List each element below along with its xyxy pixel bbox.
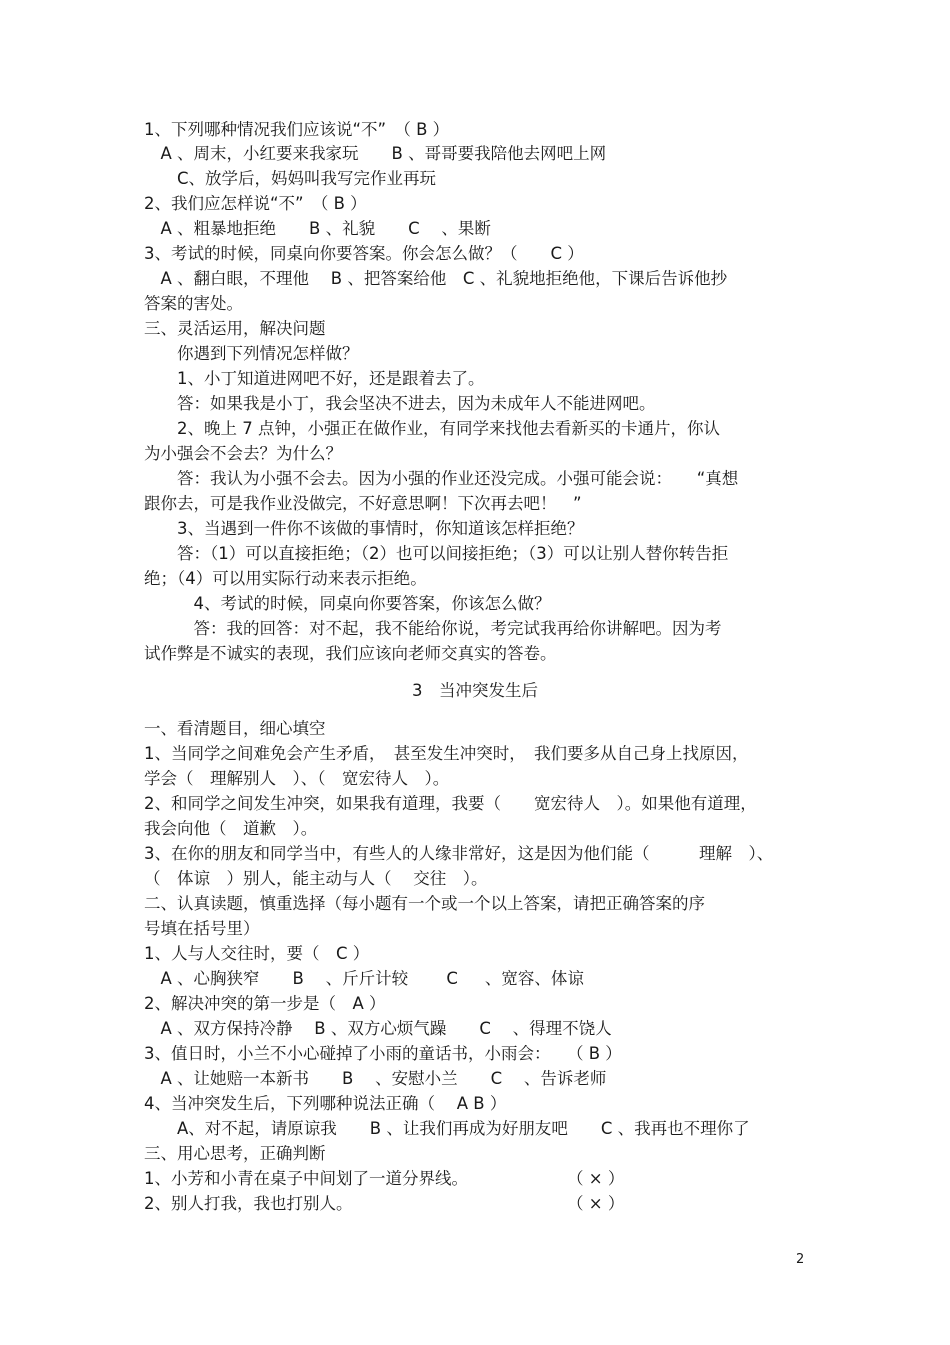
- text-line: 3、值日时，小兰不小心碰掉了小雨的童话书，小雨会： （ B ）: [144, 1044, 622, 1063]
- text-line: 3、在你的朋友和同学当中，有些人的人缘非常好，这是因为他们能（ 理解 ）、: [144, 844, 774, 863]
- text-line: 答：我的回答：对不起，我不能给你说，考完试我再给你讲解吧。因为考: [144, 619, 722, 638]
- text-line: 试作弊是不诚实的表现，我们应该向老师交真实的答卷。: [144, 644, 557, 663]
- text-line: 2、别人打我，我也打别人。 （ × ）: [144, 1194, 625, 1213]
- text-line: （ 体谅 ）别人，能主动与人（ 交往 ）。: [144, 869, 488, 888]
- text-line: A 、翻白眼，不理他 B 、把答案给他 C 、礼貌地拒绝他，下课后告诉他抄: [144, 269, 728, 288]
- text-line: A 、粗暴地拒绝 B 、礼貌 C 、果断: [144, 219, 491, 238]
- text-line: 你遇到下列情况怎样做？: [144, 344, 359, 363]
- text-line: 号填在括号里）: [144, 919, 260, 938]
- text-line: 3、当遇到一件你不该做的事情时，你知道该怎样拒绝？: [144, 519, 584, 538]
- text-line: A 、让她赔一本新书 B 、安慰小兰 C 、告诉老师: [144, 1069, 607, 1088]
- text-line: 1、下列哪种情况我们应该说“不” （ B ）: [144, 120, 450, 139]
- text-line: A 、双方保持冷静 B 、双方心烦气躁 C 、得理不饶人: [144, 1019, 612, 1038]
- section-heading: 三、灵活运用，解决问题: [144, 319, 326, 338]
- text-line: 答：如果我是小丁，我会坚决不进去，因为未成年人不能进网吧。: [144, 394, 656, 413]
- text-line: A 、周末，小红要来我家玩 B 、哥哥要我陪他去网吧上网: [144, 144, 607, 163]
- text-line: 答：（1）可以直接拒绝；（2）也可以间接拒绝；（3）可以让别人替你转告拒: [144, 544, 729, 563]
- section-heading: 三、用心思考，正确判断: [144, 1144, 326, 1163]
- text-line: C、放学后，妈妈叫我写完作业再玩: [144, 169, 437, 188]
- text-line: 答案的害处。: [144, 294, 243, 313]
- text-line: A、对不起，请原谅我 B 、让我们再成为好朋友吧 C 、我再也不理你了: [144, 1119, 750, 1138]
- section-heading: 一、看清题目，细心填空: [144, 719, 326, 738]
- page-number: 2: [796, 1252, 805, 1267]
- text-line: 4、考试的时候，同桌向你要答案，你该怎么做？: [144, 594, 551, 613]
- text-line: 答：我认为小强不会去。因为小强的作业还没完成。小强可能会说： “真想: [144, 469, 739, 488]
- text-line: 2、晚上 7 点钟，小强正在做作业，有同学来找他去看新买的卡通片，你认: [144, 419, 720, 438]
- text-line: A 、心胸狭窄 B 、斤斤计较 C 、宽容、体谅: [144, 969, 584, 988]
- section-heading: 二、认真读题，慎重选择（每小题有一个或一个以上答案，请把正确答案的序: [144, 894, 705, 913]
- text-line: 学会（ 理解别人 ）、（ 宽宏待人 ）。: [144, 769, 450, 788]
- text-line: 为小强会不会去？为什么？: [144, 444, 342, 463]
- text-line: 1、小丁知道进网吧不好，还是跟着去了。: [144, 369, 485, 388]
- text-line: 跟你去，可是我作业没做完，不好意思啊！下次再去吧！ ”: [144, 494, 582, 513]
- chapter-title: 3 当冲突发生后: [412, 681, 538, 700]
- text-line: 4、当冲突发生后，下列哪种说法正确（ A B ）: [144, 1094, 507, 1113]
- text-line: 绝；（4）可以用实际行动来表示拒绝。: [144, 569, 427, 588]
- text-line: 1、小芳和小青在桌子中间划了一道分界线。 （ × ）: [144, 1169, 625, 1188]
- text-line: 1、人与人交往时，要（ C ）: [144, 944, 370, 963]
- text-line: 2、解决冲突的第一步是（ A ）: [144, 994, 386, 1013]
- text-line: 3、考试的时候，同桌向你要答案。你会怎么做？（ C ）: [144, 244, 584, 263]
- text-line: 1、当同学之间难免会产生矛盾， 甚至发生冲突时， 我们要多从自己身上找原因，: [144, 744, 749, 763]
- text-line: 2、和同学之间发生冲突，如果我有道理，我要（ 宽宏待人 ）。如果他有道理，: [144, 794, 757, 813]
- text-line: 我会向他（ 道歉 ）。: [144, 819, 318, 838]
- text-line: 2、我们应怎样说“不” （ B ）: [144, 194, 367, 213]
